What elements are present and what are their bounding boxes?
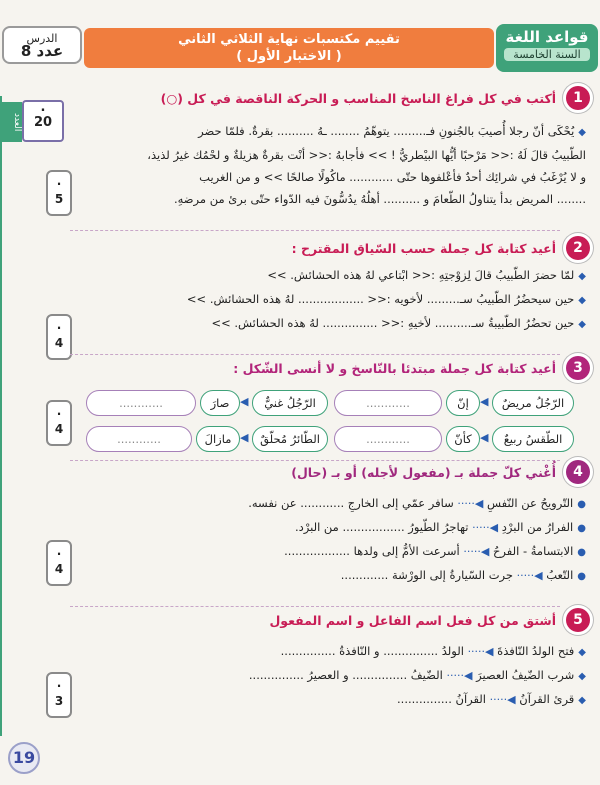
q3-answer-4[interactable]: ............	[86, 426, 192, 452]
question-2-number: 2	[566, 236, 590, 260]
divider	[70, 354, 560, 355]
total-value: 20	[33, 115, 53, 130]
arrow-icon: ◀·····	[472, 521, 499, 534]
bullet-icon: ◆	[578, 695, 586, 706]
bullet-icon: ◆	[578, 127, 586, 138]
q3-nasikh-4: مازالَ	[196, 426, 240, 452]
lesson-badge	[2, 26, 82, 64]
page-number: 19	[8, 742, 40, 774]
q3-sentence-4: الطّائرُ مُحلّقٌ	[252, 426, 328, 452]
bullet-icon: ●	[577, 523, 586, 534]
question-5-prompt: أشتق من كل فعل اسم الفاعل و اسم المفعول	[269, 613, 556, 628]
bullet-icon: ●	[577, 499, 586, 510]
question-2-text	[86, 264, 586, 336]
arrow-icon: ◀·····	[467, 645, 494, 658]
lesson-number: عدد 8	[20, 42, 64, 60]
q3-nasikh-1: إنّ	[446, 390, 480, 416]
question-4-text	[86, 492, 586, 588]
q3-sentence-3: الطّقسُ ربيعٌ	[492, 426, 574, 452]
q1-line-2[interactable]: الطّبيبُ قالَ لَهُ :<< مَرْحبًا أيُّها البيْطريُّ ! >> فأجابهُ :<< أنْت بقرةٌ هزيلةٌ و لحْمُك غيرُ لذيذ،	[147, 148, 586, 162]
divider	[70, 606, 560, 607]
bullet-icon: ◆	[578, 647, 586, 658]
arrow-icon: ◀	[480, 395, 489, 408]
divider	[70, 460, 560, 461]
q1-line-4[interactable]: ........ المريض بدأ يتناولُ الطّعامَ و .......... أهلُهُ يدُسُّونَ فيه الدّواء حتّى برئ من مرضهِ.	[173, 192, 586, 206]
arrow-icon: ◀·····	[516, 569, 543, 582]
arrow-icon: ◀·····	[489, 693, 516, 706]
q3-sentence-2: الرّجُلُ غنيٌّ	[252, 390, 328, 416]
bullet-icon: ◆	[578, 271, 586, 282]
q2-line-1[interactable]: ◆لمّا حضرَ الطّبيبُ قالَ لِزوْجتِهِ :<< ابْتاعي لهُ هذه الحشائش. >>	[267, 268, 586, 282]
bullet-icon: ◆	[578, 319, 586, 330]
q4-line-4[interactable]: ●التّعبُ ◀····· جرت السّيارةُ إلى الورْشة .............	[340, 568, 586, 582]
bullet-icon: ●	[577, 547, 586, 558]
title-line2: ( الاختبار الأول )	[236, 49, 342, 64]
arrow-icon: ◀·····	[446, 669, 473, 682]
lesson-label: الدرس	[26, 32, 58, 45]
q2-line-2[interactable]: ◆حين سيحضُرُ الطّبيبُ سـ......... لأخويه :<< .................. لهُ هذه الحشائش. >>	[186, 292, 586, 306]
bullet-icon: ◆	[578, 671, 586, 682]
q5-line-2[interactable]: ◆شرب الضّيفُ العصيرَ ◀····· الضّيفُ ............... و العصيرُ ...............	[248, 668, 586, 682]
q3-nasikh-2: صارَ	[200, 390, 240, 416]
q2-line-3[interactable]: ◆حين تحضُرُ الطّبيبةُ سـ.......... لأخيهِ :<< ............... لهُ هذه الحشائش. >>	[211, 316, 586, 330]
question-1-text	[86, 120, 586, 210]
bullet-icon: ◆	[578, 295, 586, 306]
q3-sentence-1: الرّجُلُ مريضٌ	[492, 390, 574, 416]
q5-line-3[interactable]: ◆قرئ القرآنُ ◀····· القرآنُ ...............	[397, 692, 586, 706]
q3-nasikh-3: كأنّ	[446, 426, 480, 452]
question-4-number: 4	[566, 460, 590, 484]
question-2-prompt: أعيد كتابة كل جملة حسب السّياق المقترح :	[291, 241, 556, 256]
bullet-icon: ●	[577, 571, 586, 582]
subject-title: قواعد اللغة	[505, 28, 589, 46]
question-4-prompt: أُغْني كلّ جملة بـ (مفعول لأجله) أو بـ (حال)	[291, 465, 556, 480]
total-label: العدد	[0, 102, 22, 142]
subject-badge	[496, 24, 598, 72]
grade-label: السنة الخامسة	[504, 48, 590, 61]
q5-line-1[interactable]: ◆فتح الولدُ النّافذةَ ◀····· الولدُ ............... و النّافذةُ ...............	[280, 644, 586, 658]
title-banner	[84, 28, 494, 68]
question-1-score[interactable]: . 5	[46, 170, 72, 216]
q3-answer-1[interactable]: ............	[334, 390, 442, 416]
q3-answer-3[interactable]: ............	[334, 426, 442, 452]
question-2-score[interactable]: . 4	[46, 314, 72, 360]
left-frame-line	[0, 96, 2, 736]
arrow-icon: ◀·····	[457, 497, 484, 510]
question-1-prompt: أكتب في كل فراغ الناسخ المناسب و الحركة الناقصة في كل (○)	[160, 91, 556, 106]
q4-line-3[interactable]: ●الابتسامةُ - الفرحُ ◀····· أسرعت الأمُّ إلى ولدها ..................	[284, 544, 586, 558]
arrow-icon: ◀·····	[463, 545, 490, 558]
title-line1: تقييم مكتسبات نهاية الثلاثي الثاني	[178, 32, 400, 47]
question-3-prompt: أعيد كتابة كل جملة مبتدئا بالنّاسخ و لا أنسى الشّكل :	[233, 361, 556, 376]
q3-answer-2[interactable]: ............	[86, 390, 196, 416]
q1-line-3[interactable]: و لا يُرْغَبُ في شرائِك أحدٌ فأعْلفوها حتّى ............ ماكُولًا صالحًا >> و من الغريب	[199, 170, 586, 184]
q4-line-1[interactable]: ●التّرويحُ عن النّفسِ ◀····· سافر عمّي إلى الخارجِ ............ عن نفسه.	[248, 496, 586, 510]
q1-line-1[interactable]: ◆يُحْكَى أنّ رجلا أُصيبَ بالجُنونِ فـ......... يتوهّمُ ........ ـهُ .......... بقرةٌ. فلمّا حضر	[198, 124, 586, 138]
arrow-icon: ◀	[480, 431, 489, 444]
question-4-score[interactable]: . 4	[46, 540, 72, 586]
question-5-score[interactable]: . 3	[46, 672, 72, 718]
arrow-icon: ◀	[240, 395, 249, 408]
question-3-score[interactable]: . 4	[46, 400, 72, 446]
total-score-box[interactable]	[22, 100, 64, 142]
question-5-number: 5	[566, 608, 590, 632]
question-3-number: 3	[566, 356, 590, 380]
score-dot: .	[40, 100, 46, 115]
divider	[70, 230, 560, 231]
question-5-text	[86, 640, 586, 712]
question-1-number: 1	[566, 86, 590, 110]
arrow-icon: ◀	[240, 431, 249, 444]
q4-line-2[interactable]: ●الفرارُ من البرْدِ ◀····· تهاجرُ الطّيورُ ................. من البرْد.	[294, 520, 586, 534]
